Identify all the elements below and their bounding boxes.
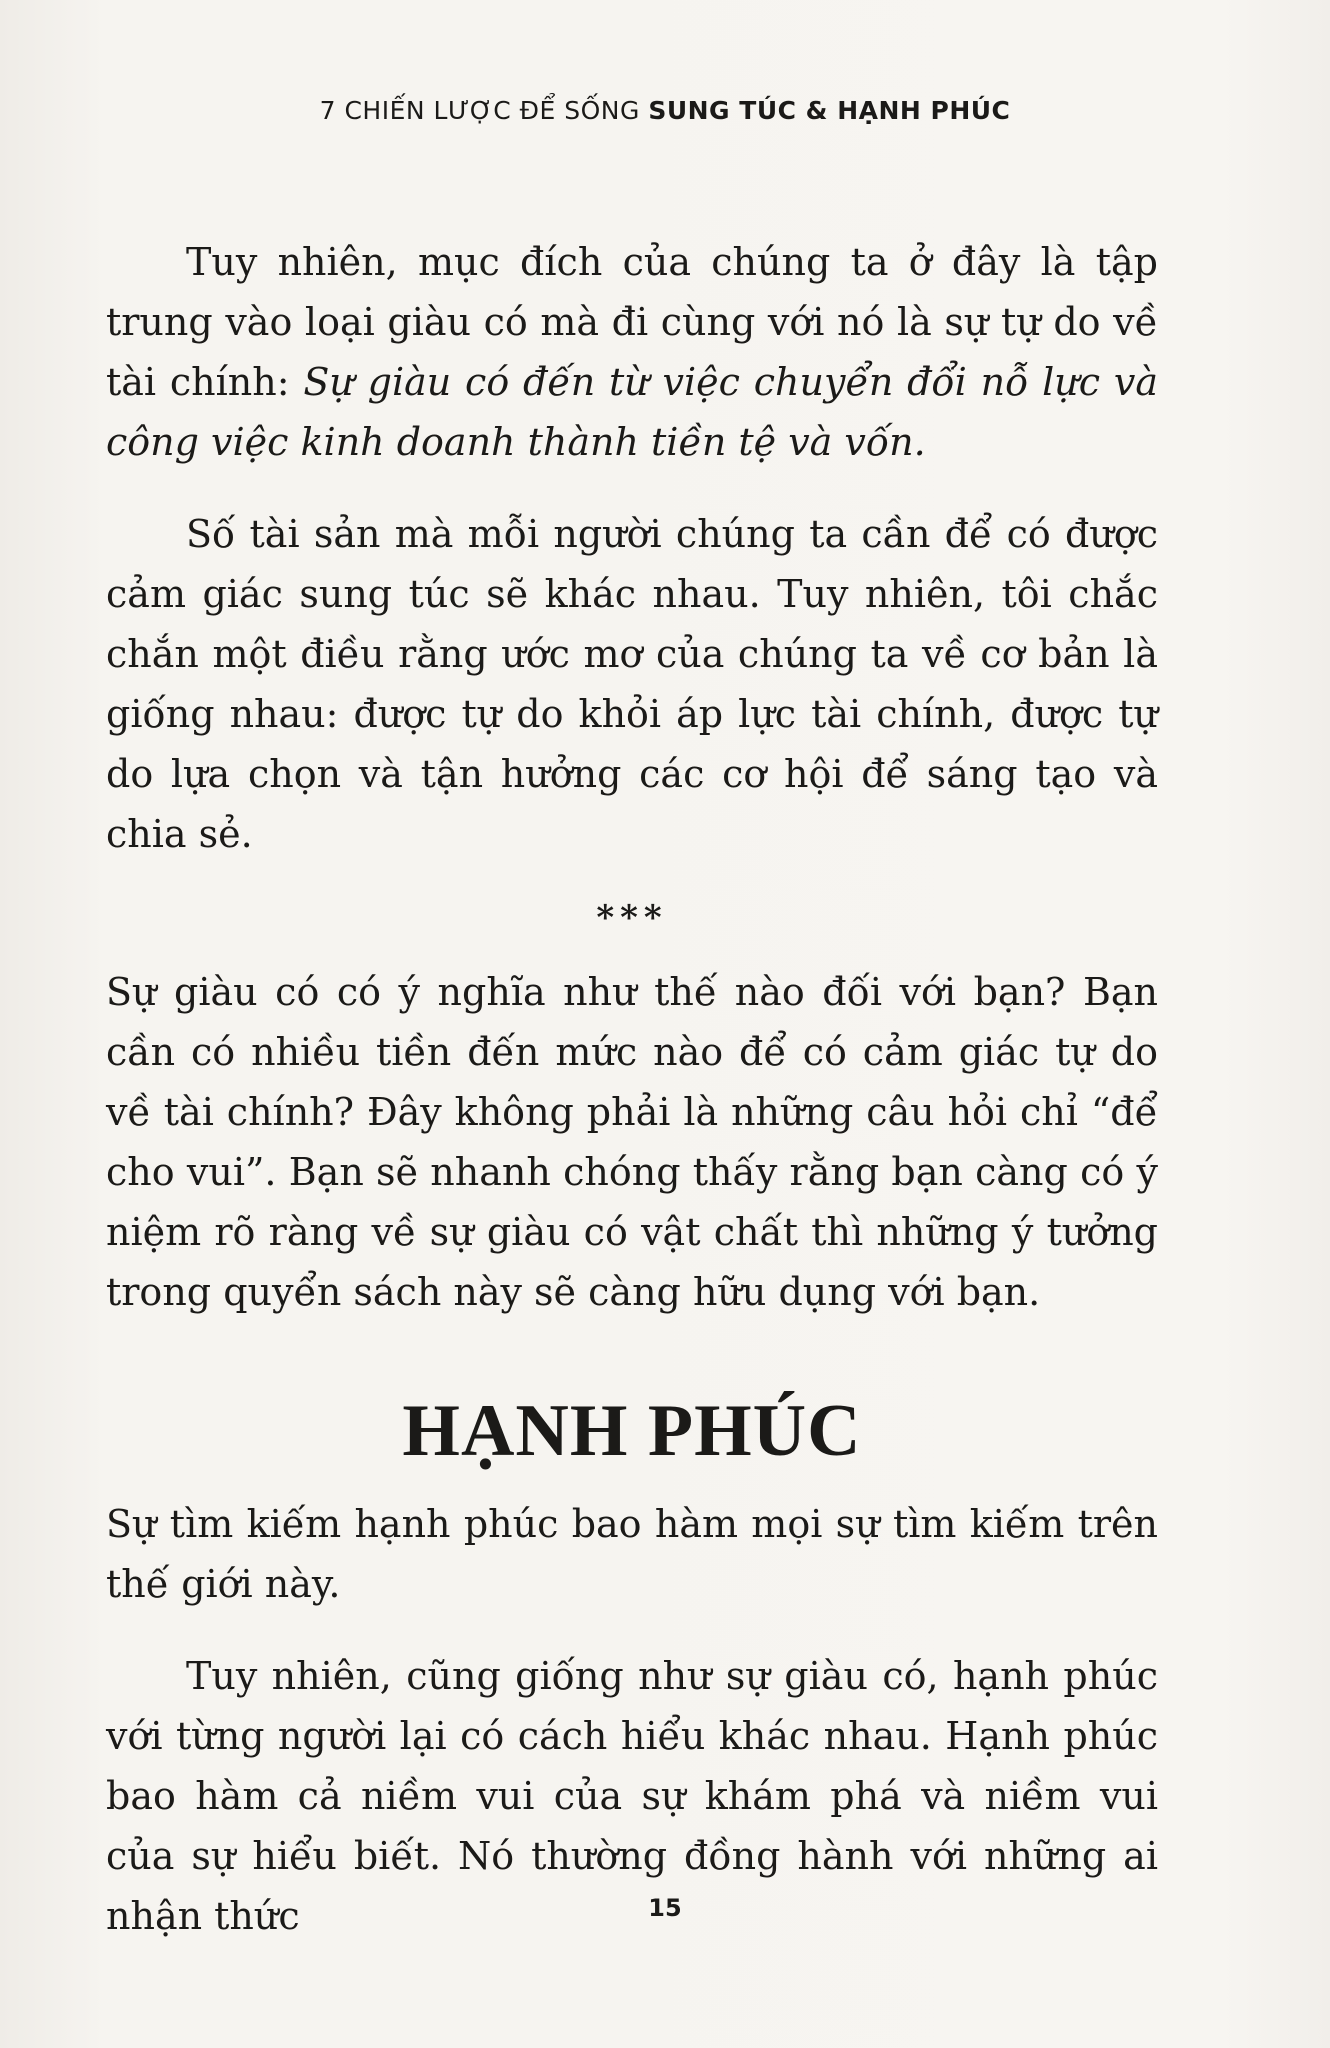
page-body bbox=[106, 232, 1158, 1946]
running-header-bold: SUNG TÚC & HẠNH PHÚC bbox=[648, 96, 1011, 125]
paragraph-4: Sự tìm kiếm hạnh phúc bao hàm mọi sự tìm kiếm trên thế giới này. bbox=[106, 1502, 1158, 1606]
section-title: HẠNH PHÚC bbox=[402, 1390, 862, 1472]
paragraph-1-text: Tuy nhiên, mục đích của chúng ta ở đây là tập trung vào loại giàu có mà đi cùng với nó là sự tự do về tài chính: bbox=[106, 240, 1158, 404]
running-header bbox=[0, 96, 1330, 125]
paragraph-5: Tuy nhiên, cũng giống như sự giàu có, hạnh phúc với từng người lại có cách hiểu khác nhau. Hạnh phúc bao hàm cả niềm vui của sự khám phá và niềm vui của sự hiểu biết. Nó thường đồng hành với những ai nhận thức bbox=[106, 1654, 1158, 1938]
paragraph-3: Sự giàu có có ý nghĩa như thế nào đối với bạn? Bạn cần có nhiều tiền đến mức nào để có cảm giác tự do về tài chính? Đây không phải là những câu hỏi chỉ “để cho vui”. Bạn sẽ nhanh chóng thấy rằng bạn càng có ý niệm rõ ràng về sự giàu có vật chất thì những ý tưởng trong quyển sách này sẽ càng hữu dụng với bạn. bbox=[106, 970, 1158, 1314]
paragraph-1-italic: Sự giàu có đến từ việc chuyển đổi nỗ lực và công việc kinh doanh thành tiền tệ và vốn. bbox=[106, 360, 1158, 464]
section-separator: *** bbox=[596, 898, 668, 938]
paragraph-1 bbox=[106, 232, 1158, 472]
page-number: 15 bbox=[648, 1894, 682, 1922]
running-header-regular: 7 CHIẾN LƯỢC ĐỂ SỐNG bbox=[319, 96, 640, 125]
paragraph-2: Số tài sản mà mỗi người chúng ta cần để có được cảm giác sung túc sẽ khác nhau. Tuy nhiên, tôi chắc chắn một điều rằng ước mơ của chúng ta về cơ bản là giống nhau: được tự do khỏi áp lực tài chính, được tự do lựa chọn và tận hưởng các cơ hội để sáng tạo và chia sẻ. bbox=[106, 512, 1158, 856]
